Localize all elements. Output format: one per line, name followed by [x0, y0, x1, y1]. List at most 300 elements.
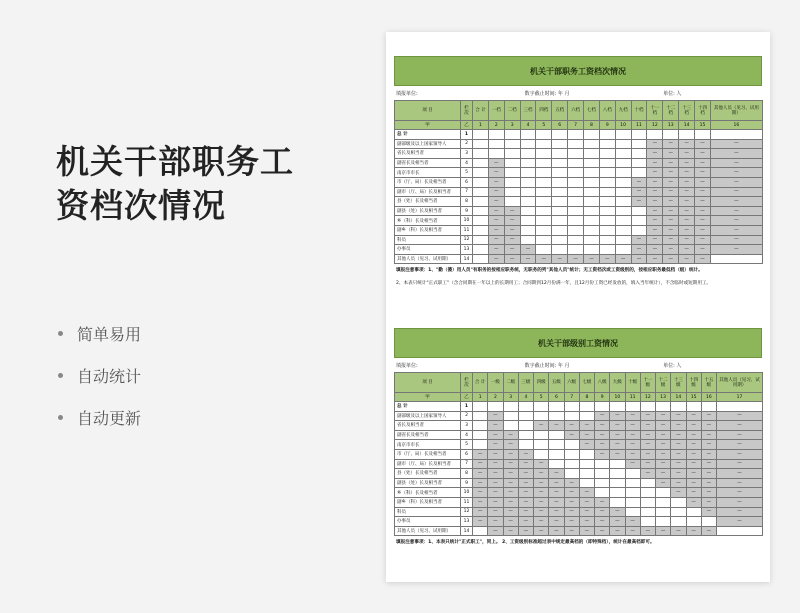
table-cell — [584, 225, 600, 235]
table-cell — [552, 225, 568, 235]
row-number: 2 — [461, 411, 473, 421]
meta-date: 数字截止时间: 年 月 — [524, 90, 570, 97]
table-cell — [584, 245, 600, 255]
table-cell: — — [534, 459, 549, 469]
table-cell: — — [710, 177, 762, 187]
table-row — [395, 177, 763, 187]
column-header: 十二档 — [663, 101, 679, 121]
table-cell — [671, 517, 686, 527]
table-cell — [534, 440, 549, 450]
table-cell: — — [488, 187, 504, 197]
row-number: 8 — [461, 469, 473, 479]
table-cell — [473, 177, 489, 187]
table-cell: — — [717, 440, 763, 450]
table-cell — [536, 216, 552, 226]
row-number: 6 — [461, 177, 473, 187]
table-cell — [599, 225, 615, 235]
table-cell — [610, 478, 625, 488]
column-number: 9 — [595, 393, 610, 402]
table-cell: — — [615, 254, 631, 264]
table-cell: — — [695, 225, 711, 235]
meta-date: 数字截止时间: 年 月 — [524, 362, 570, 369]
meta-unit: 填报单位: — [396, 90, 418, 97]
table-cell: — — [534, 421, 549, 431]
table-cell: — — [595, 507, 610, 517]
table-cell — [686, 507, 701, 517]
table-cell — [473, 254, 489, 264]
table-cell: — — [488, 411, 503, 421]
row-label: 总 计 — [395, 130, 461, 140]
row-label: 市（厅、局）长及相当者 — [395, 177, 461, 187]
table-cell: — — [695, 206, 711, 216]
table-cell — [536, 225, 552, 235]
table-cell — [610, 459, 625, 469]
row-label: 副市（厅、局）长及相当者 — [395, 187, 461, 197]
table-cell: — — [647, 206, 663, 216]
table-cell: — — [488, 235, 504, 245]
table-cell — [695, 130, 711, 140]
table-cell: — — [599, 254, 615, 264]
table-cell: — — [710, 235, 762, 245]
row-label: 总 计 — [395, 402, 461, 412]
column-header: 七档 — [584, 101, 600, 121]
table-cell: — — [671, 459, 686, 469]
table-cell — [568, 206, 584, 216]
table-cell: — — [549, 517, 564, 527]
table-cell — [536, 197, 552, 207]
table-cell — [584, 206, 600, 216]
table-cell: — — [679, 139, 695, 149]
table-cell: — — [534, 478, 549, 488]
table-cell — [584, 197, 600, 207]
table-cell: — — [610, 517, 625, 527]
table-cell: — — [656, 449, 671, 459]
column-header: 十一级 — [640, 373, 655, 393]
column-number: 11 — [631, 121, 647, 130]
table-cell: — — [488, 459, 503, 469]
table-cell: — — [701, 421, 716, 431]
table-cell — [473, 440, 488, 450]
table-cell: — — [647, 149, 663, 159]
column-header: 九档 — [615, 101, 631, 121]
table-cell: — — [488, 225, 504, 235]
table-cell: — — [564, 478, 579, 488]
table-cell: — — [549, 507, 564, 517]
table-cell — [599, 168, 615, 178]
hero-title — [56, 140, 366, 228]
row-label: 市（厅、局）长及相当者 — [395, 449, 461, 459]
table-cell: — — [610, 507, 625, 517]
column-number: 12 — [647, 121, 663, 130]
table-cell: — — [640, 526, 655, 536]
table-cell: — — [686, 526, 701, 536]
table-row — [395, 197, 763, 207]
table-cell — [656, 517, 671, 527]
table-cell: — — [534, 507, 549, 517]
table-cell — [615, 149, 631, 159]
table-cell: — — [663, 254, 679, 264]
table-cell: — — [595, 411, 610, 421]
table-cell — [473, 245, 489, 255]
row-label: 南京市市长 — [395, 168, 461, 178]
row-number: 12 — [461, 507, 473, 517]
table-cell: — — [473, 478, 488, 488]
row-number: 11 — [461, 225, 473, 235]
table-cell: — — [671, 469, 686, 479]
note-2: 2、本表只统计"正式职工"（含合同期在一年以上的长期用工；合同期到12月份满一年，且12月份工资已经发放的，填入当年统计），不含临时或短期用工。 — [396, 281, 712, 287]
table-cell: — — [647, 216, 663, 226]
table-cell: — — [679, 187, 695, 197]
table-cell: — — [625, 430, 640, 440]
table-cell — [647, 130, 663, 140]
table-cell — [534, 430, 549, 440]
column-number: 7 — [568, 121, 584, 130]
table-cell: — — [701, 526, 716, 536]
table-cell: — — [568, 254, 584, 264]
table-cell — [473, 197, 489, 207]
table-cell: — — [656, 459, 671, 469]
table-cell: — — [679, 197, 695, 207]
column-header: 十级 — [625, 373, 640, 393]
table-row — [395, 168, 763, 178]
table-cell: — — [717, 478, 763, 488]
table-cell — [701, 517, 716, 527]
table-cell: — — [640, 440, 655, 450]
table-cell: — — [579, 440, 594, 450]
row-number: 13 — [461, 517, 473, 527]
column-number: 17 — [717, 393, 763, 402]
column-header: 十五级 — [701, 373, 716, 393]
table-cell: — — [504, 235, 520, 245]
column-header: 十档 — [631, 101, 647, 121]
bullet-icon — [58, 415, 63, 420]
table-cell — [520, 225, 536, 235]
table-cell — [536, 177, 552, 187]
table-cell — [536, 245, 552, 255]
table-cell — [640, 478, 655, 488]
table-cell: — — [518, 478, 533, 488]
table-cell: — — [595, 517, 610, 527]
table-cell — [536, 139, 552, 149]
table-row — [395, 245, 763, 255]
row-label: 科员 — [395, 235, 461, 245]
row-label: 乡（科）长及相当者 — [395, 216, 461, 226]
table-cell: — — [488, 254, 504, 264]
table-cell: — — [564, 430, 579, 440]
document-preview — [386, 32, 770, 582]
table-cell — [488, 130, 504, 140]
meta-unit: 填报单位: — [396, 362, 418, 369]
table-cell — [568, 177, 584, 187]
table-cell: — — [671, 488, 686, 498]
table-cell: — — [625, 449, 640, 459]
table-cell: — — [647, 225, 663, 235]
column-header: 十一档 — [647, 101, 663, 121]
table-cell: — — [564, 497, 579, 507]
column-header: 其他人员（见习、试用期） — [717, 373, 763, 393]
table-cell: — — [504, 225, 520, 235]
table-cell: — — [518, 459, 533, 469]
column-number: 4 — [520, 121, 536, 130]
table-cell: — — [679, 225, 695, 235]
table-cell: — — [549, 421, 564, 431]
row-label: 办事员 — [395, 517, 461, 527]
table-row — [395, 449, 763, 459]
table-cell: — — [647, 177, 663, 187]
table-cell: — — [610, 449, 625, 459]
table-cell — [599, 187, 615, 197]
table-cell: — — [679, 177, 695, 187]
table-cell: — — [473, 517, 488, 527]
table-cell: — — [595, 497, 610, 507]
table-cell: — — [717, 507, 763, 517]
table-row — [395, 225, 763, 235]
table-cell — [615, 130, 631, 140]
column-header: 合 计 — [473, 101, 489, 121]
table-cell — [595, 402, 610, 412]
table-cell: — — [710, 139, 762, 149]
table-cell — [564, 469, 579, 479]
column-number: 5 — [534, 393, 549, 402]
row-number: 9 — [461, 206, 473, 216]
table-cell — [473, 206, 489, 216]
table-cell — [599, 216, 615, 226]
table-cell — [534, 449, 549, 459]
table-cell: — — [518, 507, 533, 517]
table-cell: — — [656, 469, 671, 479]
table-cell — [520, 206, 536, 216]
table-cell: — — [488, 507, 503, 517]
table-cell: — — [710, 158, 762, 168]
row-label: 县（处）长及相当者 — [395, 469, 461, 479]
table-cell: — — [488, 526, 503, 536]
table-cell: — — [579, 497, 594, 507]
table-cell: — — [610, 411, 625, 421]
row-number: 3 — [461, 421, 473, 431]
table-cell: — — [679, 168, 695, 178]
table-cell: — — [701, 478, 716, 488]
column-number: 2 — [488, 121, 504, 130]
table-cell: — — [504, 245, 520, 255]
column-number: 14 — [671, 393, 686, 402]
table-cell: — — [710, 225, 762, 235]
feature-list — [58, 312, 141, 438]
table-row — [395, 497, 763, 507]
table-cell — [615, 216, 631, 226]
sheet-level-salary — [394, 328, 762, 549]
table-row — [395, 459, 763, 469]
table-cell — [473, 139, 489, 149]
table-cell — [579, 459, 594, 469]
table-cell: — — [564, 526, 579, 536]
table-cell: — — [488, 245, 504, 255]
table-cell — [564, 402, 579, 412]
table-cell — [584, 216, 600, 226]
table-cell — [631, 225, 647, 235]
table-cell: — — [595, 430, 610, 440]
table-cell — [663, 130, 679, 140]
table-cell — [640, 402, 655, 412]
table-cell: — — [631, 235, 647, 245]
table-cell — [686, 517, 701, 527]
column-number: 乙 — [461, 393, 473, 402]
table-cell: — — [710, 216, 762, 226]
column-header: 十三档 — [679, 101, 695, 121]
table-cell: — — [671, 430, 686, 440]
table-cell — [504, 149, 520, 159]
table-cell: — — [701, 459, 716, 469]
table-cell: — — [488, 421, 503, 431]
table-cell — [504, 187, 520, 197]
table-cell: — — [647, 254, 663, 264]
column-number: 甲 — [395, 121, 461, 130]
table-cell: — — [579, 430, 594, 440]
table-cell — [615, 235, 631, 245]
table-row — [395, 526, 763, 536]
table-cell: — — [473, 497, 488, 507]
row-label: 省长及相当者 — [395, 421, 461, 431]
table-cell: — — [701, 507, 716, 517]
column-number: 5 — [536, 121, 552, 130]
table-cell: — — [686, 478, 701, 488]
table-cell — [615, 187, 631, 197]
row-number: 9 — [461, 478, 473, 488]
column-number: 10 — [615, 121, 631, 130]
column-header: 二档 — [504, 101, 520, 121]
table-cell: — — [595, 440, 610, 450]
table-cell — [520, 158, 536, 168]
table-cell: — — [686, 459, 701, 469]
table-cell: — — [663, 225, 679, 235]
table-cell — [520, 139, 536, 149]
table-cell — [520, 130, 536, 140]
table-cell: — — [656, 478, 671, 488]
table-cell: — — [647, 245, 663, 255]
table-cell — [503, 421, 518, 431]
table-cell — [579, 402, 594, 412]
table-cell — [656, 497, 671, 507]
table-cell — [656, 507, 671, 517]
table-cell — [615, 197, 631, 207]
table-cell — [564, 411, 579, 421]
column-number: 11 — [625, 393, 640, 402]
table-cell — [473, 402, 488, 412]
table-cell: — — [663, 139, 679, 149]
table-cell — [615, 206, 631, 216]
table-cell — [710, 130, 762, 140]
table-cell: — — [686, 440, 701, 450]
table-cell — [488, 149, 504, 159]
table-cell — [584, 139, 600, 149]
column-number: 15 — [686, 393, 701, 402]
table-cell: — — [625, 459, 640, 469]
table-cell — [549, 440, 564, 450]
table-cell — [536, 235, 552, 245]
table-cell — [599, 235, 615, 245]
column-header: 其他人员（见习、试用期） — [710, 101, 762, 121]
column-header: 三级 — [518, 373, 533, 393]
column-header: 项 目 — [395, 101, 461, 121]
column-number: 12 — [640, 393, 655, 402]
table-cell — [568, 158, 584, 168]
table-cell: — — [717, 449, 763, 459]
table-cell — [552, 177, 568, 187]
data-table — [394, 100, 763, 264]
row-number: 7 — [461, 459, 473, 469]
table-cell — [564, 440, 579, 450]
table-cell — [473, 149, 489, 159]
table-cell: — — [663, 168, 679, 178]
row-number: 13 — [461, 245, 473, 255]
table-cell — [549, 411, 564, 421]
column-header: 十四级 — [686, 373, 701, 393]
row-number: 3 — [461, 149, 473, 159]
table-cell: — — [710, 245, 762, 255]
row-number: 10 — [461, 216, 473, 226]
column-number: 16 — [701, 393, 716, 402]
table-cell: — — [549, 497, 564, 507]
row-number: 5 — [461, 168, 473, 178]
table-cell: — — [663, 187, 679, 197]
table-cell — [631, 168, 647, 178]
table-cell — [631, 149, 647, 159]
table-cell: — — [647, 197, 663, 207]
table-cell — [631, 216, 647, 226]
table-cell — [488, 402, 503, 412]
column-number: 16 — [710, 121, 762, 130]
table-cell — [701, 402, 716, 412]
table-cell — [520, 177, 536, 187]
table-cell — [473, 187, 489, 197]
table-cell — [520, 235, 536, 245]
table-cell — [568, 216, 584, 226]
table-cell — [552, 168, 568, 178]
table-cell: — — [488, 430, 503, 440]
table-cell — [504, 158, 520, 168]
row-number: 1 — [461, 402, 473, 412]
table-cell: — — [488, 216, 504, 226]
table-cell — [568, 149, 584, 159]
row-label: 副县（处）长及相当者 — [395, 478, 461, 488]
table-cell — [599, 149, 615, 159]
sheet-title: 机关干部职务工资档次情况 — [394, 56, 762, 86]
table-cell: — — [647, 158, 663, 168]
table-cell — [671, 507, 686, 517]
row-label: 南京市市长 — [395, 440, 461, 450]
table-cell: — — [671, 478, 686, 488]
table-cell: — — [663, 177, 679, 187]
column-header: 四档 — [536, 101, 552, 121]
table-cell: — — [656, 411, 671, 421]
table-cell: — — [534, 469, 549, 479]
table-cell: — — [488, 497, 503, 507]
row-label: 省长及相当者 — [395, 149, 461, 159]
table-row — [395, 130, 763, 140]
table-cell — [640, 488, 655, 498]
table-cell — [610, 488, 625, 498]
row-number: 4 — [461, 158, 473, 168]
table-cell — [568, 168, 584, 178]
table-cell: — — [701, 440, 716, 450]
table-cell: — — [610, 430, 625, 440]
table-cell — [717, 402, 763, 412]
table-cell: — — [695, 254, 711, 264]
table-cell: — — [631, 245, 647, 255]
table-cell — [625, 478, 640, 488]
table-cell — [520, 216, 536, 226]
table-cell: — — [647, 235, 663, 245]
table-cell — [631, 130, 647, 140]
